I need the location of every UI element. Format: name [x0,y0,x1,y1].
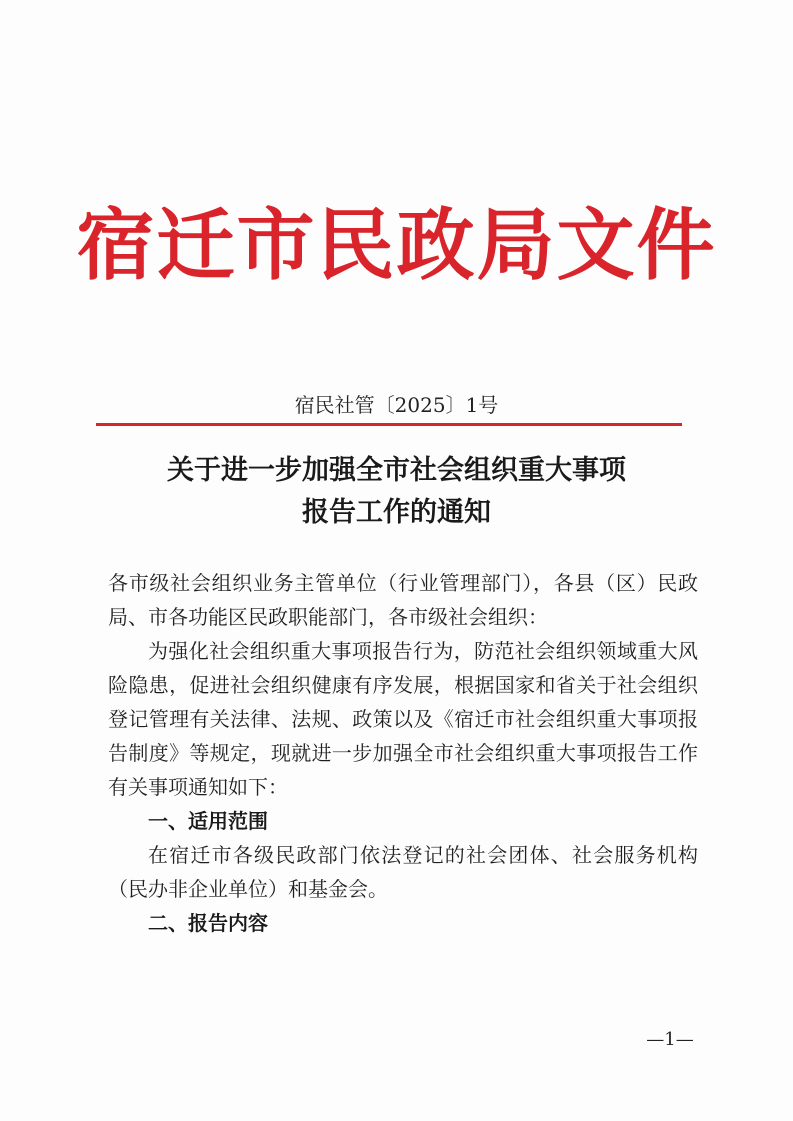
page-number: —1— [646,1029,694,1050]
notice-title-line-2: 报告工作的通知 [302,497,491,528]
intro-paragraph: 为强化社会组织重大事项报告行为，防范社会组织领域重大风险隐患，促进社会组织健康有序发展，根据国家和省关于社会组织登记管理有关法律、法规、政策以及《宿迁市社会组织重大事项报告制度》等规定，现就进一步加强全市社会组织重大事项报告工作有关事项通知如下： [108,639,698,799]
section-1-paragraph: 在宿迁市各级民政部门依法登记的社会团体、社会服务机构（民办非企业单位）和基金会。 [108,843,698,901]
addressee-paragraph: 各市级社会组织业务主管单位（行业管理部门），各县（区）民政局、市各功能区民政职能部门，各市级社会组织： [108,571,698,629]
section-2-heading: 二、报告内容 [148,911,268,935]
red-divider-line [96,423,682,426]
section-1-heading: 一、适用范围 [148,809,268,833]
notice-title-line-1: 关于进一步加强全市社会组织重大事项 [167,455,626,486]
masthead-title: 宿迁市民政局文件 [76,200,717,291]
document-body [108,566,698,940]
document-number: 宿民社管〔2025〕1号 [294,393,499,417]
